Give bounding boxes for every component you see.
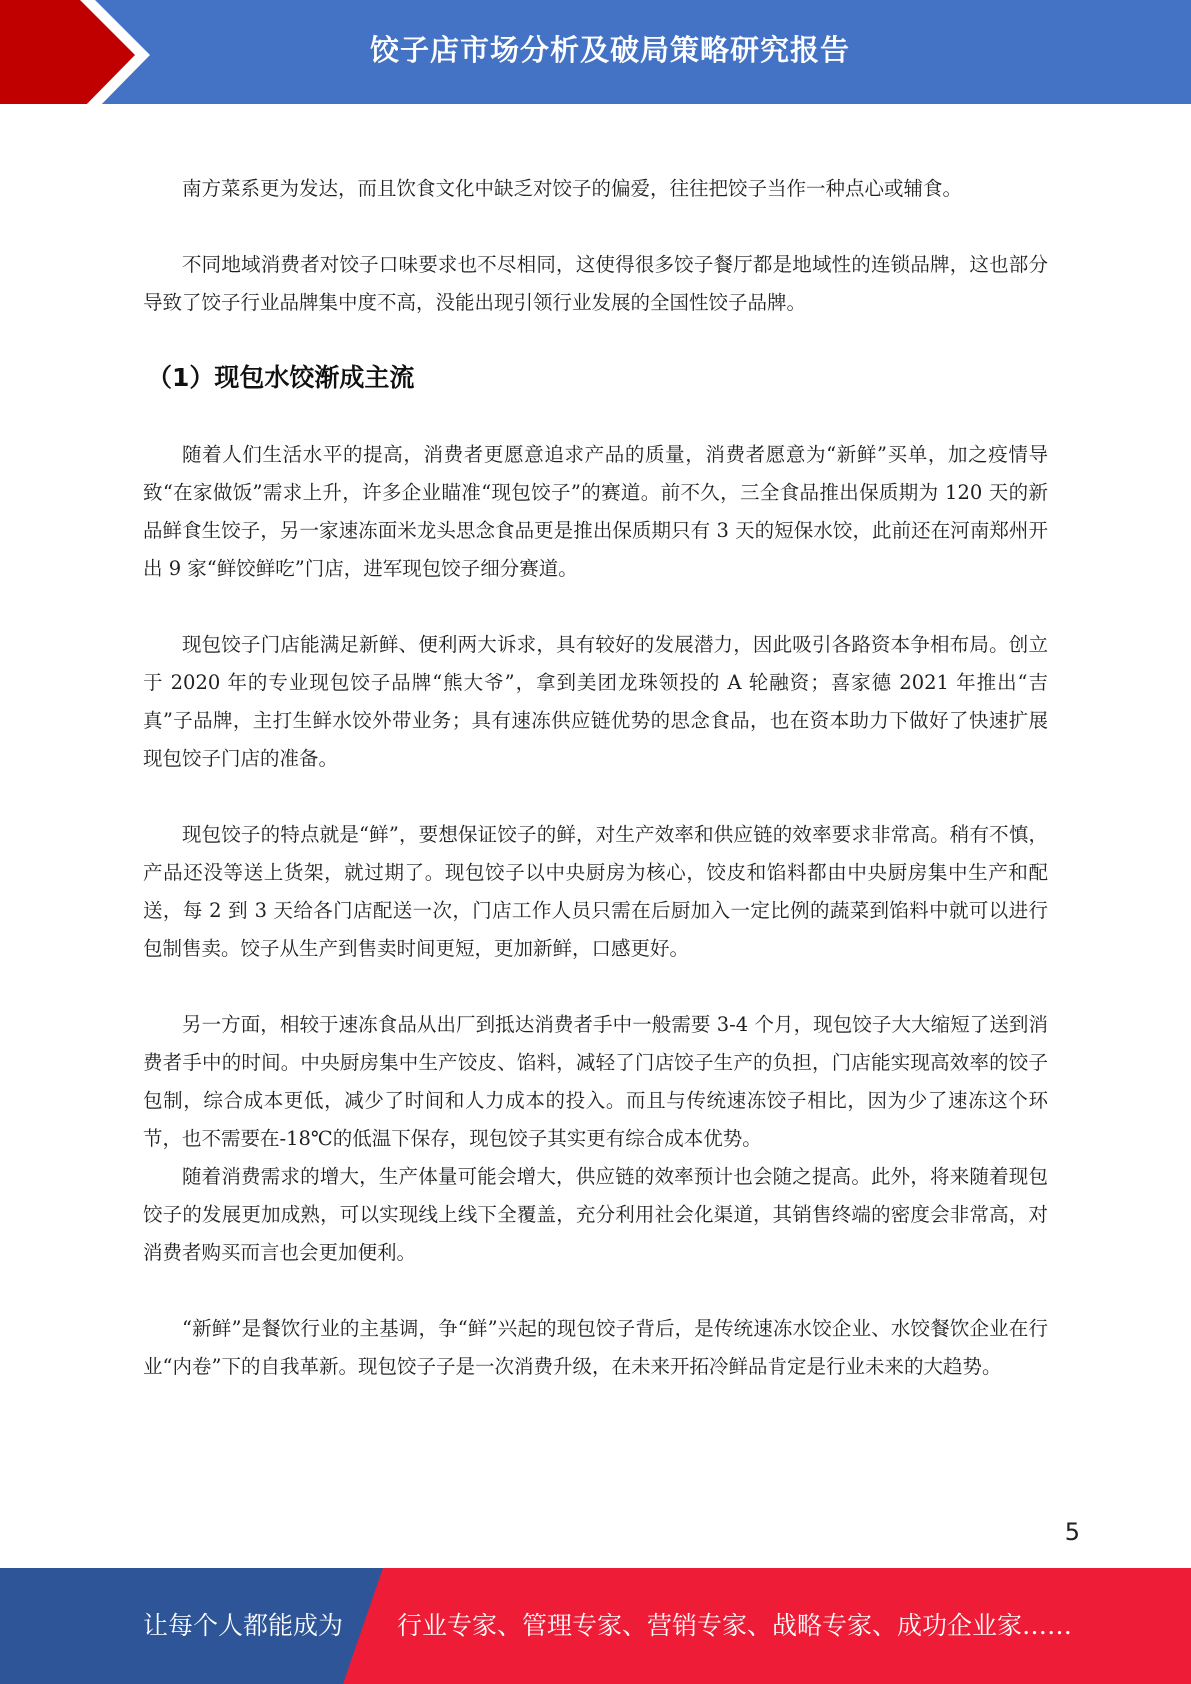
paragraph-3: 随着人们生活水平的提高，消费者更愿意追求产品的质量，消费者愿意为“新鲜”买单，加之疫情导致“在家做饭”需求上升，许多企业瞄准“现包饺子”的赛道。前不久，三全食品推出保质期为 120 天的新品鲜食生饺子，另一家速冻面米龙头思念食品更是推出保质期只有 3 天的短保水饺，此前还在河南郑州开出 9 家“鲜饺鲜吃”门店，进军现包饺子细分赛道。 <box>143 443 1048 580</box>
document-body <box>143 170 1048 1386</box>
section-heading: （1）现包水饺渐成主流 <box>147 363 415 392</box>
footer-slogan-left: 让每个人都能成为 <box>143 1611 344 1640</box>
paragraph-2: 不同地域消费者对饺子口味要求也不尽相同，这使得很多饺子餐厅都是地域性的连锁品牌，这也部分导致了饺子行业品牌集中度不高，没能出现引领行业发展的全国性饺子品牌。 <box>143 253 1048 314</box>
paragraph-6: 另一方面，相较于速冻食品从出厂到抵达消费者手中一般需要 3-4 个月，现包饺子大大缩短了送到消费者手中的时间。中央厨房集中生产饺皮、馅料，减轻了门店饺子生产的负担，门店能实现高效率的饺子包制，综合成本更低，减少了时间和人力成本的投入。而且与传统速冻饺子相比，因为少了速冻这个环节，也不需要在-18℃的低温下保存，现包饺子其实更有综合成本优势。 <box>143 1013 1048 1150</box>
paragraph-8: “新鲜”是餐饮行业的主基调，争“鲜”兴起的现包饺子背后，是传统速冻水饺企业、水饺餐饮企业在行业“内卷”下的自我革新。现包饺子子是一次消费升级，在未来开拓冷鲜品肯定是行业未来的大趋势。 <box>143 1317 1048 1378</box>
page-number: 5 <box>1064 1518 1080 1546</box>
paragraph-1: 南方菜系更为发达，而且饮食文化中缺乏对饺子的偏爱，往往把饺子当作一种点心或辅食。 <box>182 177 963 200</box>
paragraph-5: 现包饺子的特点就是“鲜”，要想保证饺子的鲜，对生产效率和供应链的效率要求非常高。稍有不慎，产品还没等送上货架，就过期了。现包饺子以中央厨房为核心，饺皮和馅料都由中央厨房集中生产和配送，每 2 到 3 天给各门店配送一次，门店工作人员只需在后厨加入一定比例的蔬菜到馅料中就可以进行包制售卖。饺子从生产到售卖时间更短，更加新鲜，口感更好。 <box>143 823 1048 960</box>
paragraph-4: 现包饺子门店能满足新鲜、便利两大诉求，具有较好的发展潜力，因此吸引各路资本争相布局。创立于 2020 年的专业现包饺子品牌“熊大爷”，拿到美团龙珠领投的 A 轮融资；喜家德 2021 年推出“吉真”子品牌，主打生鲜水饺外带业务；具有速冻供应链优势的思念食品，也在资本助力下做好了快速扩展现包饺子门店的准备。 <box>143 633 1048 770</box>
report-title: 饺子店市场分析及破局策略研究报告 <box>369 33 850 67</box>
footer-slogan-right: 行业专家、管理专家、营销专家、战略专家、成功企业家…… <box>397 1611 1073 1640</box>
footer-banner <box>0 1568 1191 1684</box>
header-banner <box>0 0 1191 111</box>
paragraph-7: 随着消费需求的增大，生产体量可能会增大，供应链的效率预计也会随之提高。此外，将来随着现包饺子的发展更加成熟，可以实现线上线下全覆盖，充分利用社会化渠道，其销售终端的密度会非常高，对消费者购买而言也会更加便利。 <box>143 1165 1048 1264</box>
